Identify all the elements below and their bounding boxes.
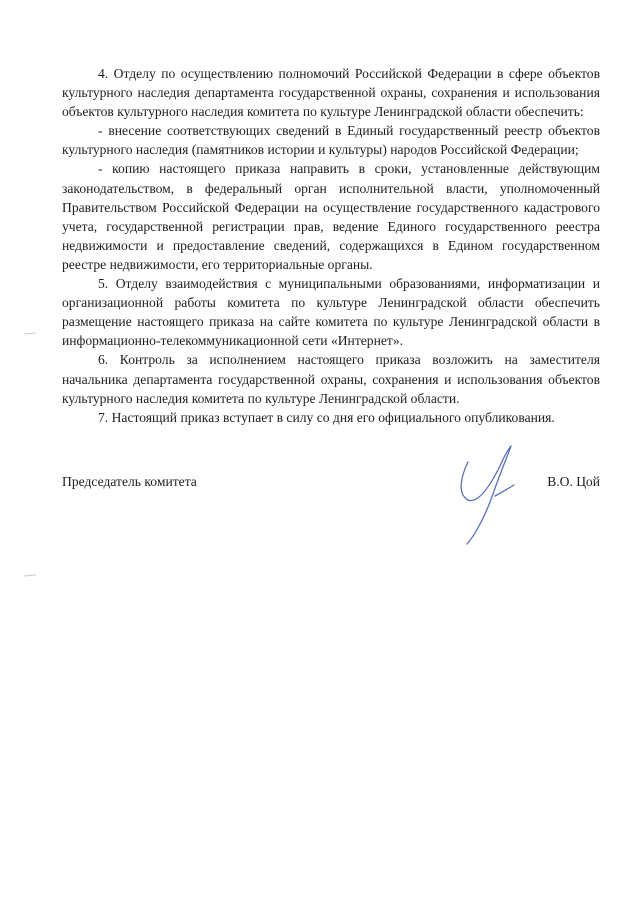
paragraph-4: 4. Отделу по осуществлению полномочий Российской Федерации в сфере объектов культурного наследия департамента государственной охраны, сохранения и использования объектов культурного наследия комитета по культуре Ленинградской области обеспечить: (62, 66, 600, 120)
paragraph-7: 7. Настоящий приказ вступает в силу со дня его официального опубликования. (98, 409, 555, 425)
paragraph-5: 5. Отделу взаимодействия с муниципальными образованиями, информатизации и организационной работы комитета по культуре Ленинградской области обеспечить размещение настоящего приказа на сайте комитета по культуре Ленинградской области в информационно-телекоммуникационной сети «Интернет». (62, 276, 600, 349)
scan-artifact-mark (24, 332, 36, 335)
paragraph-4-item-registry: - внесение соответствующих сведений в Единый государственный реестр объектов культурного наследия (памятников истории и культуры) народов Российской Федерации; (62, 123, 600, 158)
scan-artifact-mark (24, 574, 36, 577)
document-body (62, 64, 600, 427)
signer-title: Председатель комитета (62, 474, 197, 489)
paragraph-6: 6. Контроль за исполнением настоящего приказа возложить на заместителя начальника департамента государственной охраны, сохранения и использования объектов культурного наследия комитета по культуре Ленинградской области. (62, 352, 600, 406)
signature-stroke (461, 446, 514, 544)
signer-name: В.О. Цой (547, 474, 600, 489)
handwritten-signature (448, 440, 522, 548)
paragraph-4-item-copy: - копию настоящего приказа направить в сроки, установленные действующим законодательством, в федеральный орган исполнительной власти, уполномоченный Правительством Российской Федерации на осуществление государственного кадастрового учета, государственной регистрации прав, ведение Единого государственного реестра недвижимости и предоставление сведений, содержащихся в Едином государственном реестре недвижимости, его территориальные органы. (62, 161, 600, 272)
